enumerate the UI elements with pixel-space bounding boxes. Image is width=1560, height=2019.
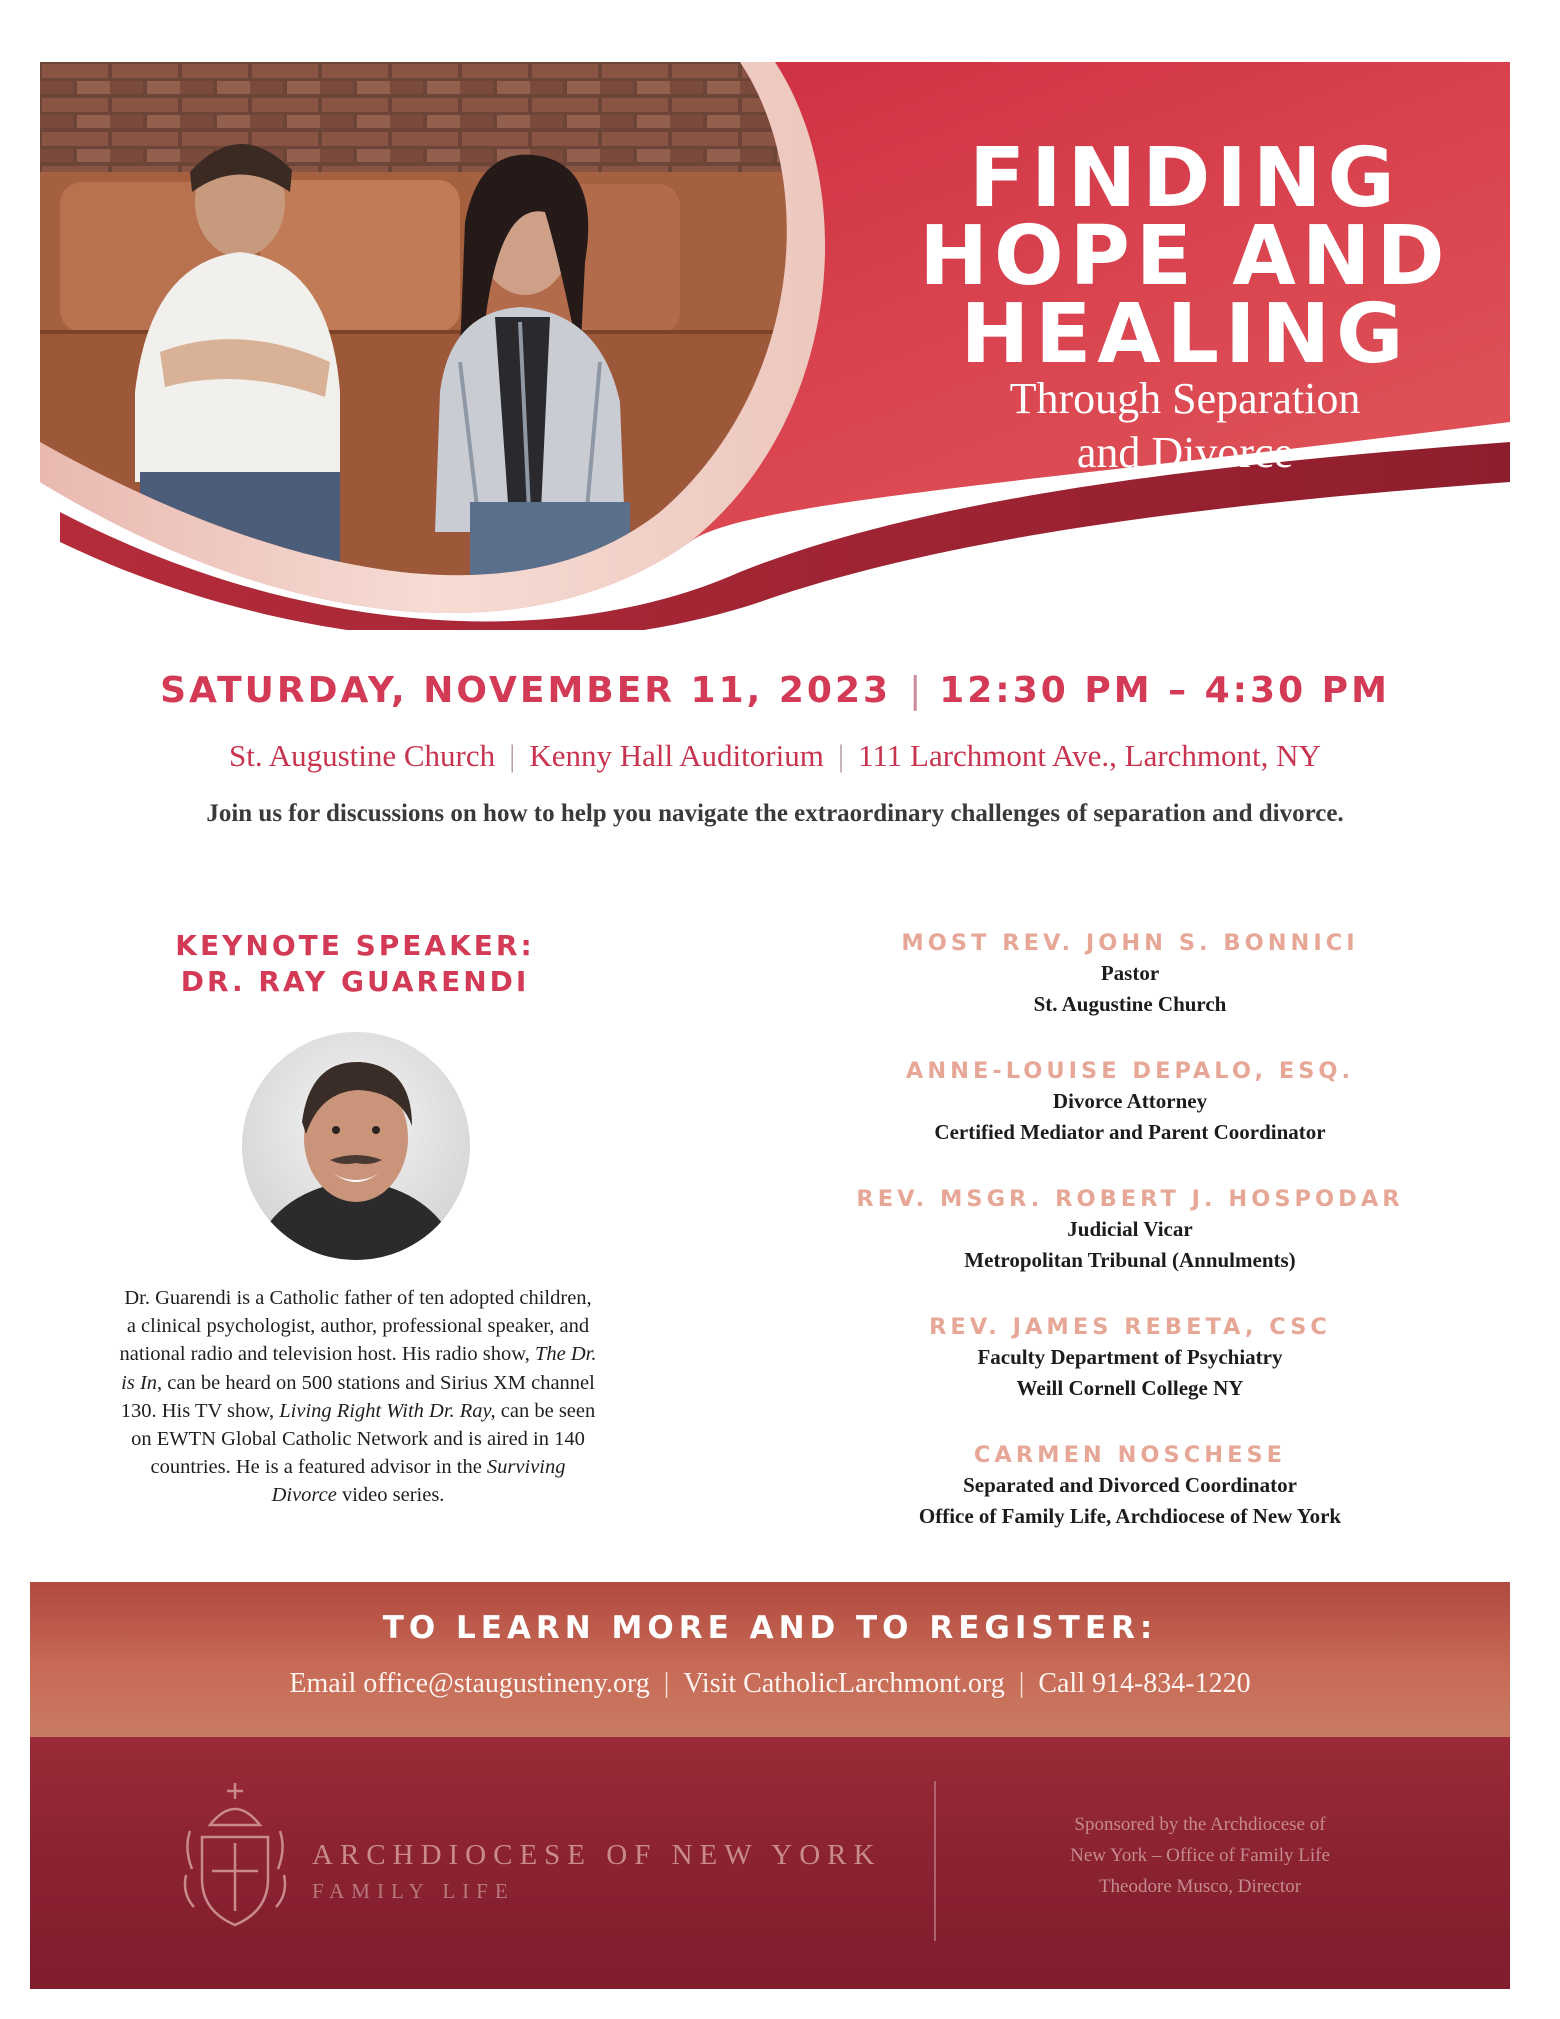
keynote-portrait [240,1030,472,1262]
speaker-name: ANNE-LOUISE DEPALO, ESQ. [905,1058,1355,1084]
event-tagline: Join us for discussions on how to help you navigate the extraordinary challenges of separation and divorce. [206,800,1344,827]
sponsor-line: Sponsored by the Archdiocese of [1074,1814,1326,1835]
venue-address: 111 Larchmont Ave., Larchmont, NY [858,738,1321,773]
separator: | [663,1668,670,1699]
keynote-heading [120,928,590,1000]
speaker-item [820,1056,1440,1184]
keynote-bio [118,1284,598,1510]
tv-show-title: Living Right With Dr. Ray, [279,1399,496,1422]
speaker-affiliation: Weill Cornell College NY [1016,1376,1244,1400]
speaker-list [820,928,1440,1568]
speaker-item [820,928,1440,1056]
speaker-name: REV. JAMES REBETA, CSC [929,1314,1331,1340]
speaker-affiliation: Certified Mediator and Parent Coordinator [934,1120,1326,1144]
speaker-role: Judicial Vicar [1067,1217,1193,1241]
speaker-affiliation: Metropolitan Tribunal (Annulments) [964,1248,1296,1272]
separator: | [837,738,845,773]
footer-band [30,1737,1510,1989]
video-series-title: Surviving Divorce [271,1456,566,1507]
speaker-role: Pastor [1100,961,1160,985]
register-contact [30,1668,1510,1700]
bio-text: Dr. Guarendi is a Catholic father of ten adopted children, a clinical psychologist, author, professional speaker, and national radio and television host. His radio show, [119,1287,592,1366]
separator: | [1018,1668,1025,1699]
event-datetime [40,670,1510,711]
title-line: FINDING [969,131,1401,226]
speaker-name: REV. MSGR. ROBERT J. HOSPODAR [856,1186,1404,1212]
separator: | [909,670,922,711]
event-date: SATURDAY, NOVEMBER 11, 2023 [160,670,892,711]
speaker-name: MOST REV. JOHN S. BONNICI [901,930,1359,956]
speaker-role: Separated and Divorced Coordinator [963,1473,1297,1497]
register-heading: TO LEARN MORE AND TO REGISTER: [382,1610,1158,1646]
event-title [895,131,1475,382]
speaker-role: Divorce Attorney [1052,1089,1208,1113]
speaker-role: Faculty Department of Psychiatry [977,1345,1283,1369]
bio-text: video series. [336,1484,445,1507]
archdiocese-crest-icon [180,1779,290,1929]
register-phone[interactable]: Call 914-834-1220 [1038,1668,1251,1699]
radio-show-title: The Dr. is In [121,1343,597,1394]
register-email[interactable]: Email office@staugustineny.org [289,1668,650,1699]
subtitle-line: and Divorce [1076,428,1294,477]
venue-hall: Kenny Hall Auditorium [529,738,824,773]
speaker-item [820,1184,1440,1312]
subtitle-line: Through Separation [1009,374,1361,423]
venue-church: St. Augustine Church [229,738,496,773]
speaker-item [820,1312,1440,1440]
keynote-label-line: KEYNOTE SPEAKER: [175,929,535,962]
bio-text: can be seen on EWTN Global Catholic Network and is aired in 140 countries. He is a featured advisor in the [131,1399,596,1479]
speaker-affiliation: Office of Family Life, Archdiocese of New York [918,1504,1342,1528]
footer-divider [934,1781,936,1941]
sponsor-note [980,1809,1420,1902]
register-band [30,1582,1510,1737]
speaker-item [820,1440,1440,1568]
register-website[interactable]: Visit CatholicLarchmont.org [683,1668,1005,1699]
sponsor-line: New York – Office of Family Life [1070,1845,1330,1866]
bio-text: , can be heard on 500 stations and Sirius XM channel 130. His TV show, [120,1371,595,1422]
title-line: HEALING [960,287,1410,382]
speaker-name: CARMEN NOSCHESE [973,1442,1287,1468]
speaker-affiliation: St. Augustine Church [1033,992,1227,1016]
separator: | [509,738,516,773]
sponsor-line: Theodore Musco, Director [1098,1876,1302,1897]
title-line: HOPE AND [919,209,1451,304]
keynote-label-line: DR. RAY GUARENDI [180,965,530,998]
hero-banner [40,62,1510,630]
event-time: 12:30 PM – 4:30 PM [939,670,1390,711]
org-subname: FAMILY LIFE [312,1879,515,1903]
event-venue [40,738,1510,774]
event-subtitle [895,372,1475,480]
org-name: ARCHDIOCESE OF NEW YORK [312,1839,882,1871]
